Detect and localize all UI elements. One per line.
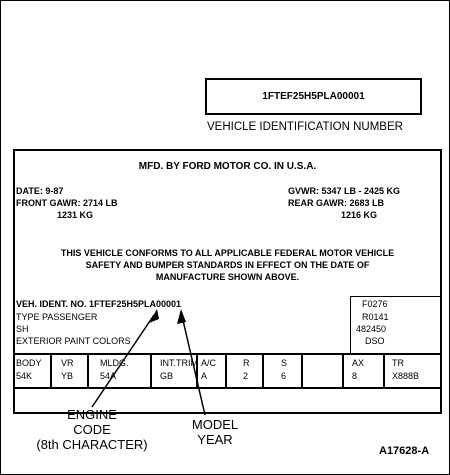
model-year-label-1: MODEL (191, 417, 239, 432)
figure-id: A17628-A (379, 445, 430, 457)
table-header: AX (352, 358, 365, 368)
table-value: GB (160, 371, 174, 381)
code-2: R0141 (362, 312, 389, 322)
engine-code-leader (92, 315, 154, 407)
model-year-arrowhead (177, 309, 186, 324)
table-value: 54A (100, 371, 117, 381)
table-value: 6 (281, 371, 287, 381)
table-value: 54K (16, 371, 33, 381)
model-year-label-2: YEAR (197, 432, 233, 447)
table-header: TR (392, 358, 404, 368)
engine-code-label-3: (8th CHARACTER) (36, 437, 148, 452)
engine-code-arrowhead (149, 309, 159, 323)
table-value: X888B (392, 371, 420, 381)
paint-line: EXTERIOR PAINT COLORS (16, 336, 131, 346)
conformance-line-1: THIS VEHICLE CONFORMS TO ALL APPLICABLE FEDERAL MOTOR VEHICLE (60, 248, 395, 258)
front-gawr-lb: FRONT GAWR: 2714 LB (16, 198, 118, 208)
vin-caption: VEHICLE IDENTIFICATION NUMBER (207, 121, 403, 133)
model-year-leader (182, 316, 208, 415)
sh-line: SH (16, 324, 29, 334)
conformance-line-3: MANUFACTURE SHOWN ABOVE. (155, 272, 300, 282)
table-header: S (281, 358, 288, 368)
veh-ident-line: VEH. IDENT. NO. 1FTEF25H5PLA00001 (16, 299, 182, 309)
type-line: TYPE PASSENGER (16, 312, 98, 322)
rear-gawr-kg: 1216 KG (341, 210, 378, 220)
table-value: 8 (352, 371, 358, 381)
table-header: R (243, 358, 250, 368)
front-gawr-kg: 1231 KG (57, 210, 94, 220)
engine-code-label-1: ENGINE (67, 407, 117, 422)
date-line: DATE: 9-87 (16, 186, 64, 196)
table-header: MLDG. (100, 358, 129, 368)
code-3: 482450 (356, 324, 387, 334)
vin-value: 1FTEF25H5PLA00001 (262, 91, 365, 102)
rear-gawr-lb: REAR GAWR: 2683 LB (288, 198, 385, 208)
table-header: VR (61, 358, 74, 368)
engine-code-label-2: CODE (73, 422, 111, 437)
table-header: A/C (201, 358, 217, 368)
gvwr-line: GVWR: 5347 LB - 2425 KG (288, 186, 401, 196)
code-4: DSO (365, 336, 385, 346)
conformance-line-2: SAFETY AND BUMPER STANDARDS IN EFFECT ON THE DATE OF (85, 260, 370, 270)
table-header: BODY (16, 358, 42, 368)
code-1: F0276 (362, 299, 388, 309)
table-value: 2 (243, 371, 249, 381)
table-header: INT.TRIM (160, 358, 198, 368)
manufacturer-line: MFD. BY FORD MOTOR CO. IN U.S.A. (138, 161, 317, 172)
table-value: A (201, 371, 208, 381)
table-value: YB (61, 371, 74, 381)
